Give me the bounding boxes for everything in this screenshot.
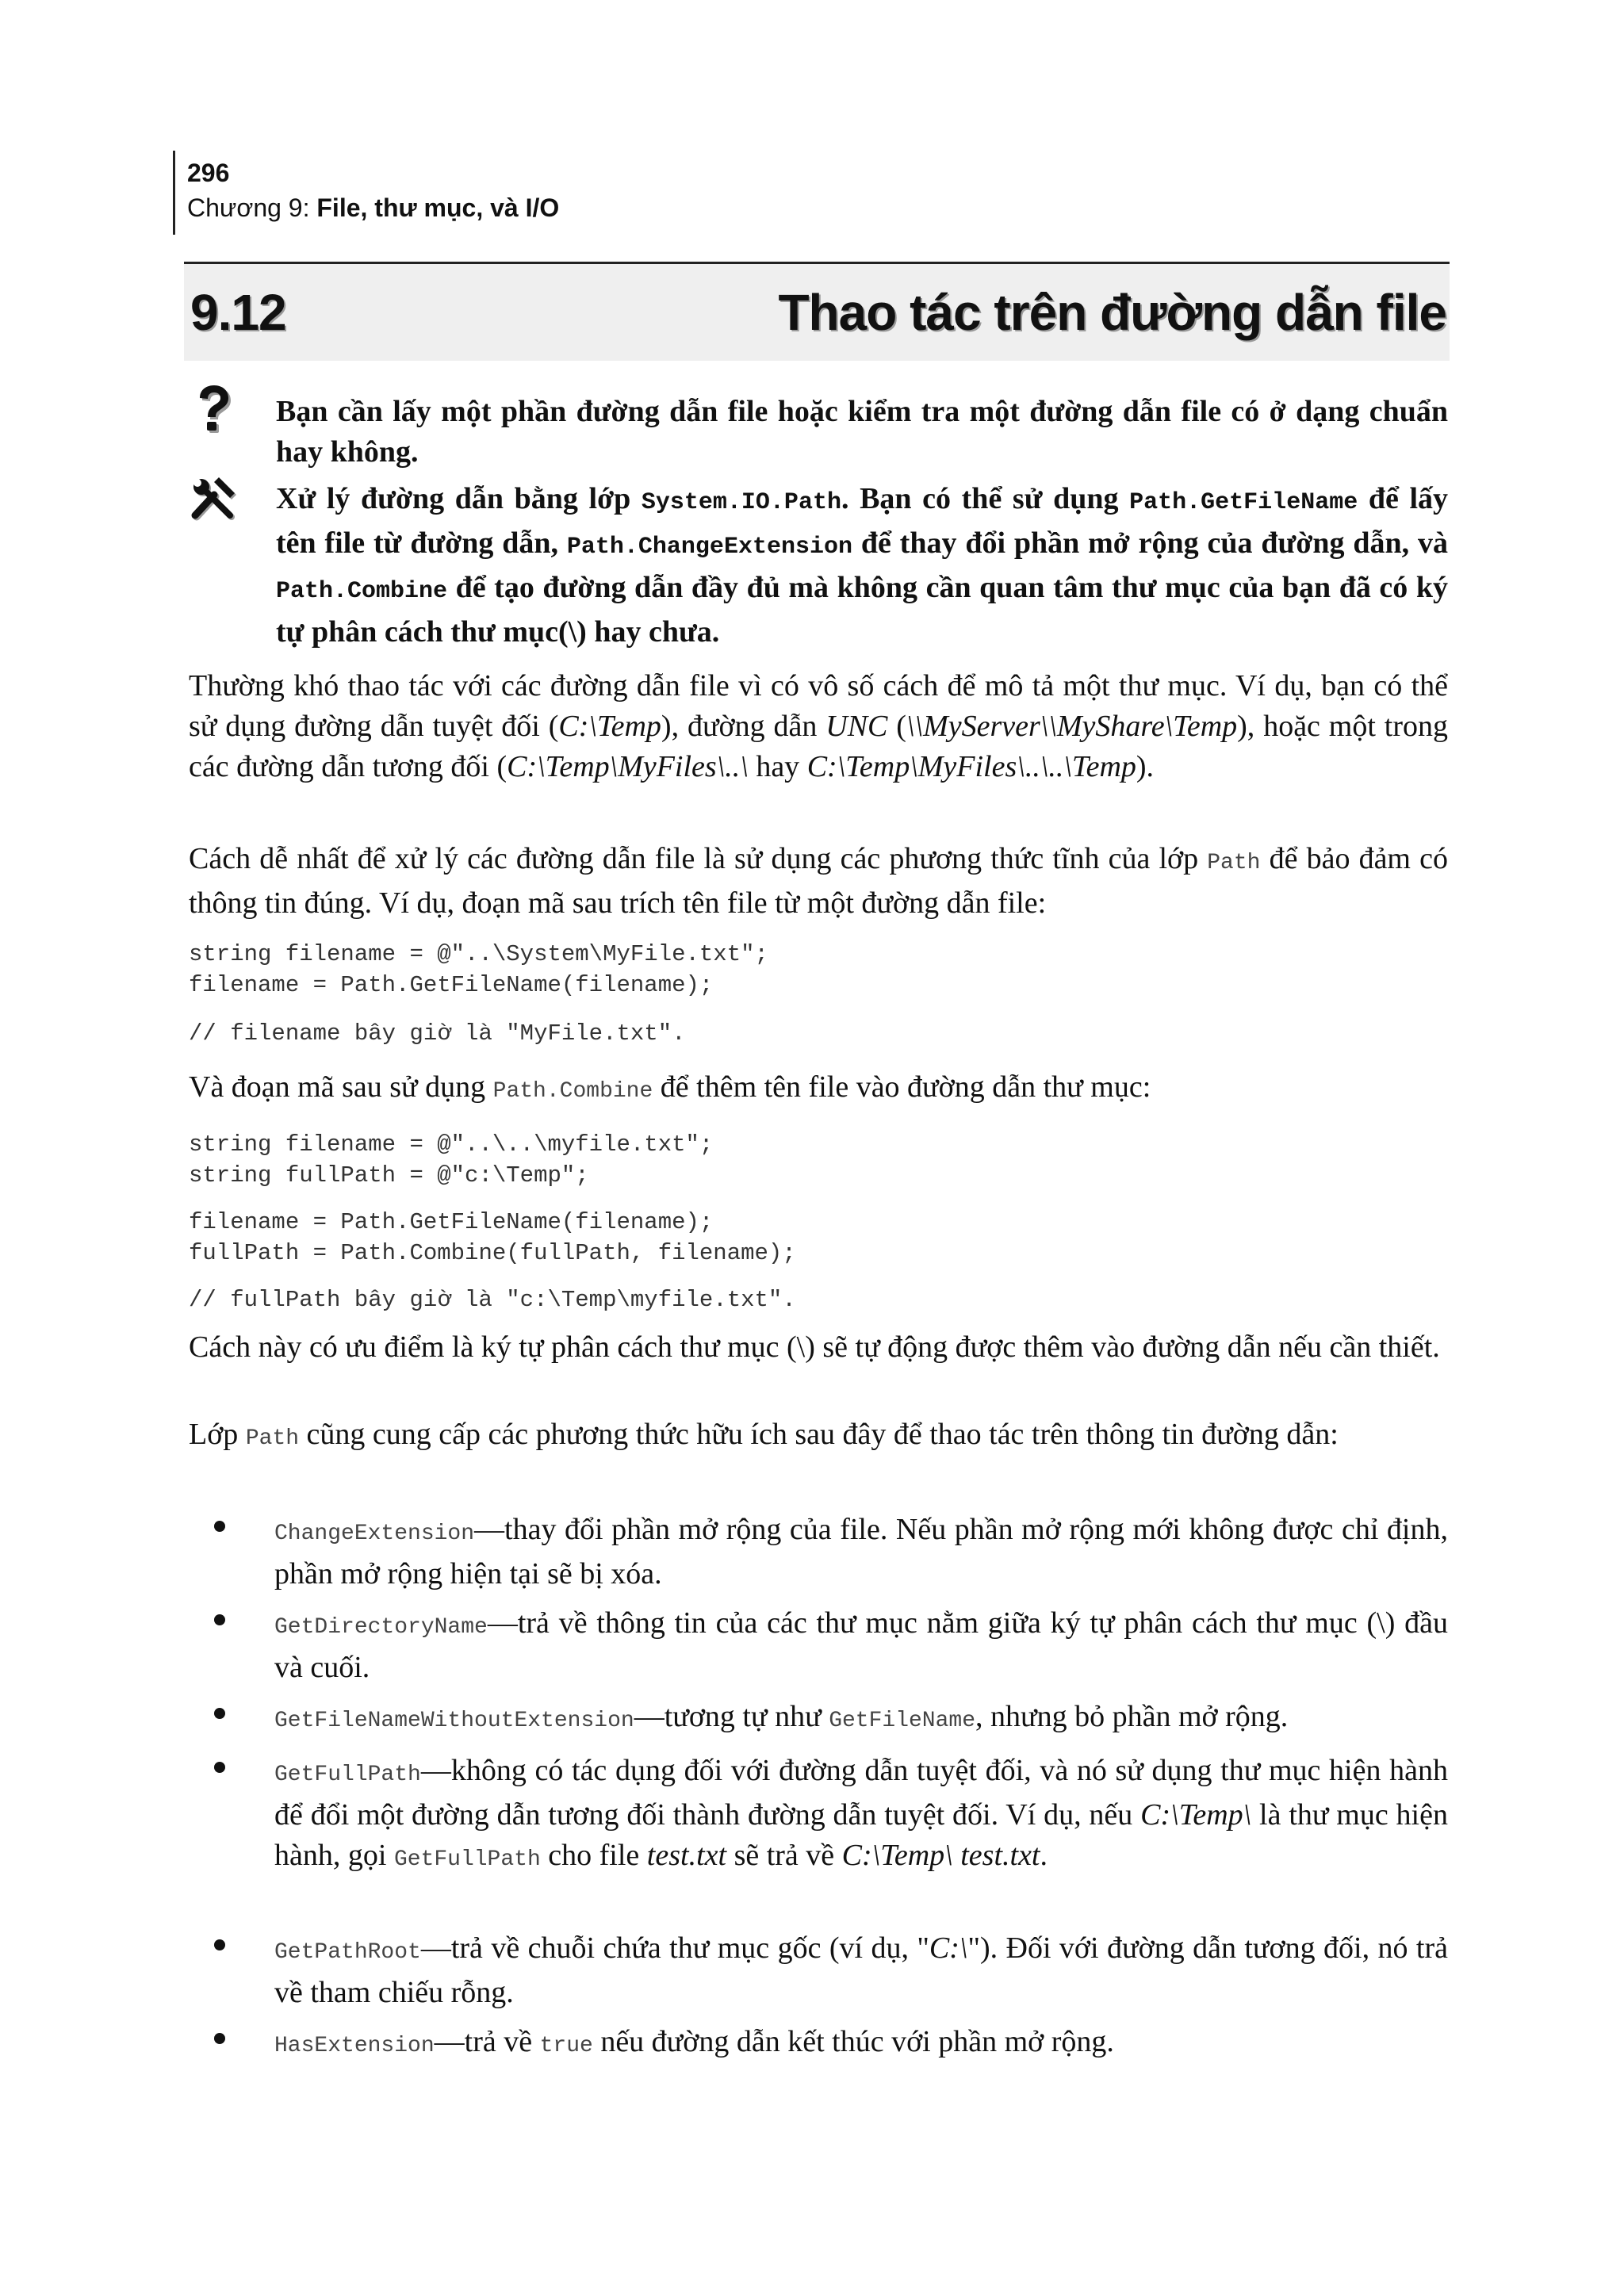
list-item-desc: sẽ trả về <box>726 1839 842 1872</box>
code-line: string filename = @"..\..\myfile.txt"; <box>189 1131 714 1158</box>
bullet <box>214 1708 225 1719</box>
list-item-desc: —không có tác dụng đối với đường dẫn tuyệt đối, và nó sử dụng thư mục hiện hành để đổi một đường dẫn tương đối thành đường dẫn tuyệt đối. Ví dụ, nếu <box>274 1754 1448 1832</box>
bullet <box>214 1614 225 1625</box>
para1-italic-1: C:\Temp <box>558 710 661 743</box>
para1-text-2: ), đường dẫn <box>661 710 826 743</box>
code-keyword: true <box>539 2034 593 2058</box>
code-block-1 <box>189 939 768 1049</box>
code-method: GetDirectoryName <box>274 1615 488 1640</box>
code-path: Path <box>1207 851 1261 875</box>
bullet <box>214 2033 225 2044</box>
code-path: Path <box>245 1426 300 1451</box>
list-item-desc: —tương tự như <box>634 1700 829 1733</box>
list-item-desc: . <box>1040 1839 1048 1872</box>
list-item-desc: —trả về chuỗi chứa thư mục gốc (ví dụ, " <box>420 1931 929 1965</box>
code-changeextension: Path.ChangeExtension <box>566 534 852 561</box>
question-icon <box>190 384 235 438</box>
code-line: string filename = @"..\System\MyFile.txt"; <box>189 941 768 967</box>
para1-italic-4: C:\Temp\MyFiles\..\ <box>507 750 749 783</box>
paragraph-combine <box>189 1067 1448 1112</box>
section-title: Thao tác trên đường dẫn file <box>778 284 1446 341</box>
list-item-desc: "). Đối với đường dẫn tương đối, nó trả về tham chiếu rỗng. <box>274 1931 1448 2009</box>
code-combine: Path.Combine <box>276 578 448 605</box>
list-item-italic: C:\Temp\ <box>1140 1798 1252 1832</box>
list-item-italic: test.txt <box>646 1839 727 1872</box>
code-method: GetFullPath <box>393 1847 541 1872</box>
list-item-italic: C:\Temp\ test.txt <box>841 1839 1040 1872</box>
paragraph-methods-intro <box>189 1414 1448 1459</box>
code-line: string fullPath = @"c:\Temp"; <box>189 1162 589 1189</box>
para1-italic-3: \\MyServer\\MyShare\Temp <box>906 710 1238 743</box>
code-method: GetFileName <box>829 1709 976 1733</box>
header-rule <box>173 151 175 235</box>
code-path-combine: Path.Combine <box>492 1079 653 1104</box>
list-item-desc: —trả về <box>434 2025 540 2058</box>
running-header <box>187 155 559 225</box>
para1-text-4: ), hoặc một trong các đường dẫn tương đối ( <box>189 710 1449 783</box>
list-item-text <box>274 2022 1448 2066</box>
para3-text-2: để thêm tên file vào đường dẫn thư mục: <box>653 1070 1151 1104</box>
chapter-title: File, thư mục, và I/O <box>316 193 560 222</box>
code-line: filename = Path.GetFileName(filename); <box>189 972 714 998</box>
list-item-desc: —thay đổi phần mở rộng của file. Nếu phần mở rộng mới không được chỉ định, phần mở rộng hiện tại sẽ bị xóa. <box>274 1513 1448 1591</box>
code-method: GetFileNameWithoutExtension <box>274 1709 634 1733</box>
solution-text-4: để thay đổi phần mở rộng của đường dẫn, và <box>852 526 1448 560</box>
bullet <box>214 1939 225 1950</box>
para1-italic-2: UNC <box>825 710 888 743</box>
tools-icon <box>190 477 239 526</box>
para5-text-2: cũng cung cấp các phương thức hữu ích sau đây để thao tác trên thông tin đường dẫn: <box>299 1418 1339 1451</box>
list-item-text <box>274 1603 1448 1688</box>
code-comment: // filename bây giờ là "MyFile.txt". <box>189 1020 686 1047</box>
code-comment: // fullPath bây giờ là "c:\Temp\myfile.txt". <box>189 1287 796 1313</box>
code-method: GetFullPath <box>274 1763 421 1787</box>
paragraph-path-forms <box>189 666 1448 787</box>
chapter-heading <box>187 190 559 225</box>
solution-text <box>276 479 1448 653</box>
para2-text-2: để bảo đảm có thông tin đúng. Ví dụ, đoạn mã sau trích tên file từ một đường dẫn file: <box>189 842 1448 920</box>
solution-text-3: để lấy tên file từ đường dẫn, <box>276 482 1448 560</box>
code-block-2 <box>189 1129 796 1315</box>
para5-text-1: Lớp <box>189 1418 246 1451</box>
paragraph-path-class <box>189 839 1448 924</box>
list-item-italic: C:\ <box>929 1931 968 1965</box>
list-item-text <box>274 1928 1448 2013</box>
para1-text-1: Thường khó thao tác với các đường dẫn file vì có vô số cách để mô tả một thư mục. Ví dụ, bạn có thể sử dụng đường dẫn tuyệt đối ( <box>189 669 1448 743</box>
code-method: ChangeExtension <box>274 1522 475 1546</box>
code-line: filename = Path.GetFileName(filename); <box>189 1209 714 1235</box>
para1-italic-5: C:\Temp\MyFiles\..\..\Temp <box>806 750 1136 783</box>
solution-text-2: . Bạn có thể sử dụng <box>841 482 1130 515</box>
list-item-text <box>274 1510 1448 1594</box>
solution-text-1: Xử lý đường dẫn bằng lớp <box>276 482 642 515</box>
bullet <box>214 1762 225 1773</box>
list-item-desc: , nhưng bỏ phần mở rộng. <box>975 1700 1289 1733</box>
code-system-io-path: System.IO.Path <box>641 489 841 516</box>
solution-text-5: để tạo đường dẫn đầy đủ mà không cần quan tâm thư mục của bạn đã có ký tự phân cách thư mục(\) hay chưa. <box>276 571 1448 649</box>
code-line: fullPath = Path.Combine(fullPath, filename); <box>189 1240 796 1266</box>
chapter-prefix: Chương 9: <box>187 193 317 222</box>
para1-text-6: ). <box>1136 750 1155 783</box>
problem-text: Bạn cần lấy một phần đường dẫn file hoặc kiểm tra một đường dẫn file có ở dạng chuẩn hay không. <box>276 395 1448 469</box>
code-getfilename: Path.GetFileName <box>1129 489 1358 516</box>
code-method: GetPathRoot <box>274 1940 421 1965</box>
list-item-desc: là thư mục hiện hành, gọi <box>274 1798 1448 1872</box>
code-method: HasExtension <box>274 2034 435 2058</box>
page-number: 296 <box>187 159 230 187</box>
para3-text-1: Và đoạn mã sau sử dụng <box>189 1070 493 1104</box>
list-item-text <box>274 1751 1448 1880</box>
para1-text-3: ( <box>887 710 906 743</box>
list-item-desc: nếu đường dẫn kết thúc với phần mở rộng. <box>592 2025 1114 2058</box>
paragraph-advantage: Cách này có ưu điểm là ký tự phân cách thư mục (\) sẽ tự động được thêm vào đường dẫn nếu cần thiết. <box>189 1330 1440 1364</box>
bullet <box>214 1521 225 1532</box>
para2-text-1: Cách dễ nhất để xử lý các đường dẫn file là sử dụng các phương thức tĩnh của lớp <box>189 842 1208 875</box>
list-item-text <box>274 1697 1448 1741</box>
section-number: 9.12 <box>190 284 286 341</box>
list-item-desc: —trả về thông tin của các thư mục nằm giữa ký tự phân cách thư mục (\) đầu và cuối. <box>274 1606 1448 1684</box>
list-item-desc: cho file <box>540 1839 647 1872</box>
para1-text-5: hay <box>748 750 807 783</box>
